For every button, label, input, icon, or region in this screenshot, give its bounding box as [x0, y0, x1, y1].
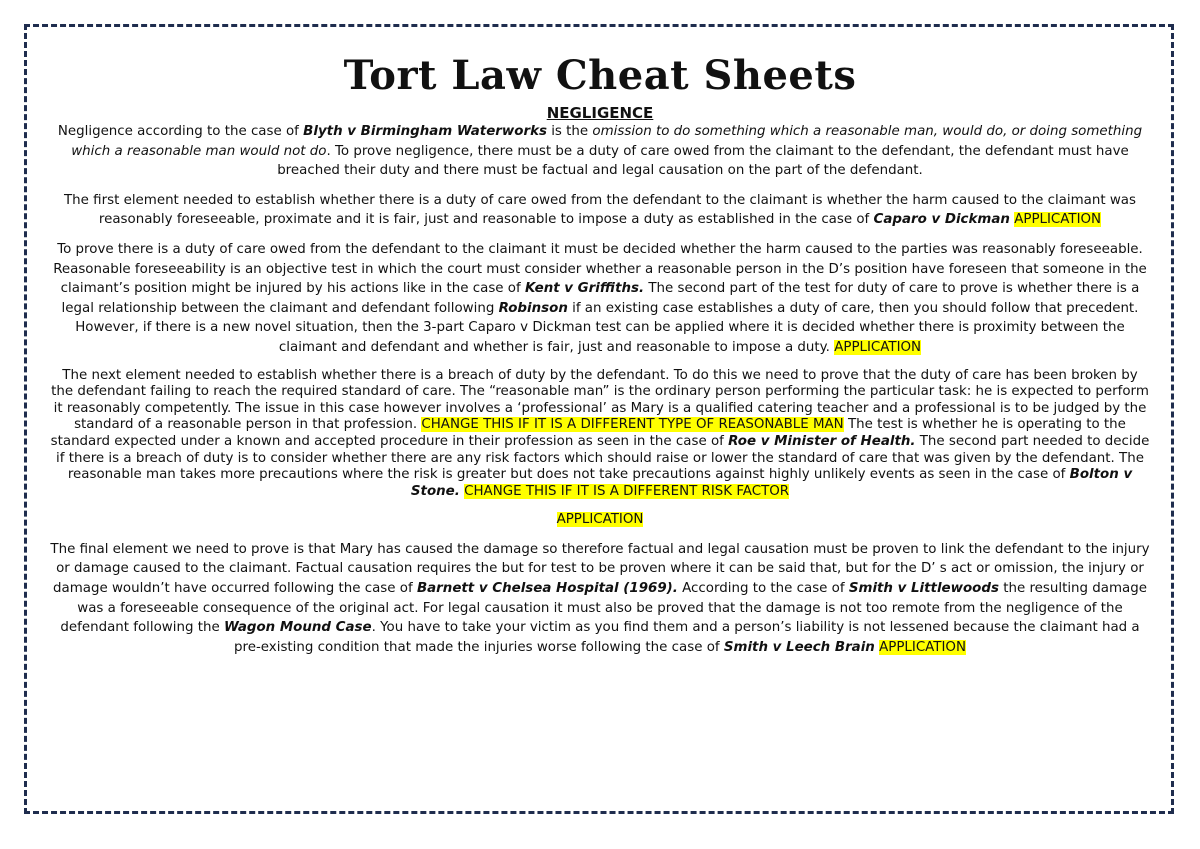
- case-bolton: Bolton v Stone.: [410, 467, 1133, 499]
- paragraph-breach: [50, 368, 1150, 501]
- highlight-application: APPLICATION: [834, 339, 922, 355]
- application-line: [50, 510, 1150, 530]
- section-heading-negligence: NEGLIGENCE: [546, 104, 654, 122]
- case-kent: Kent v Griffiths.: [524, 281, 645, 297]
- paragraph-foreseeability: [50, 240, 1150, 358]
- case-barnett: Barnett v Chelsea Hospital (1969).: [416, 581, 678, 597]
- negligence-definition: omission to do something which a reasonable man, would do, or doing something which a reasonable man would not do: [71, 124, 1143, 159]
- p4-text-2: The test is whether he is operating to the standard expected under a known and accepted procedure in their profession as seen in the case of: [50, 417, 1126, 449]
- case-smith-littlewoods: Smith v Littlewoods: [848, 581, 999, 597]
- highlight-reasonable-man: CHANGE THIS IF IT IS A DIFFERENT TYPE OF REASONABLE MAN: [421, 417, 844, 433]
- page-title: Tort Law Cheat Sheets: [343, 52, 857, 99]
- p3-text-1: To prove there is a duty of care owed from the defendant to the claimant it must be decided whether the harm caused to the parties was reasonably foreseeable. Reasonable foreseeability is an objective test in which the court must consider whether a reasonable person in the D’s position have foreseen that someone in the claimant’s position might be injured by his actions like in the case of: [53, 241, 1147, 297]
- p5-text-3: the resulting damage was a foreseeable consequence of the original act. For legal causation it must also be proved that the damage is not too remote from the negligence of the defendant following the: [60, 581, 1147, 636]
- highlight-application: APPLICATION: [1014, 212, 1102, 228]
- paragraph-definition: [50, 122, 1150, 181]
- p1-text-3: . To prove negligence, there must be a duty of care owed from the claimant to the defendant, the defendant must have breached their duty and there must be factual and legal causation on the part of the defendant.: [277, 143, 1129, 179]
- case-robinson: Robinson: [498, 300, 568, 316]
- case-wagon-mound: Wagon Mound Case: [223, 620, 372, 636]
- p5-text-1: The final element we need to prove is that Mary has caused the damage so therefore factual and legal causation must be proven to link the defendant to the injury or damage caused to the claimant. Factual causation requires the but for test to be proven where it can be said that, but for the D’ s act or omission, the injury or damage wouldn’t have occurred following the case of: [50, 541, 1150, 597]
- p3-text-2: The second part of the test for duty of care to prove is whether there is a legal relationship between the claimant and defendant following: [61, 281, 1140, 316]
- p5-text-2: According to the case of: [677, 581, 849, 597]
- case-roe: Roe v Minister of Health.: [728, 433, 916, 449]
- highlight-application: APPLICATION: [879, 639, 966, 655]
- case-blyth: Blyth v Birmingham Waterworks: [303, 124, 547, 139]
- case-caparo: Caparo v Dickman: [873, 212, 1010, 228]
- p5-text-4: . You have to take your victim as you find them and a person’s liability is not lessened because the claimant had a pre-existing condition that made the injuries worse following the case of: [234, 620, 1140, 655]
- case-smith-leech: Smith v Leech Brain: [723, 639, 875, 655]
- p1-text-2: is the: [546, 124, 593, 139]
- p3-text-3: if an existing case establishes a duty of care, then you should follow that precedent. However, if there is a new novel situation, then the 3-part Caparo v Dickman test can be applied where it is decided whether there is proximity between the claimant and defendant and whether is fair, just and reasonable to impose a duty.: [75, 300, 1139, 355]
- p4-text-1: The next element needed to establish whether there is a breach of duty by the defendant. To do this we need to prove that the duty of care has been broken by the defendant failing to reach the required standard of care. The “reasonable man” is the ordinary person performing the particular task: he is expected to perform it reasonably competently. The issue in this case however involves a ‘professional’ as Mary is a qualified catering teacher and a professional is to be judged by the standard of a reasonable person in that profession.: [51, 367, 1149, 433]
- highlight-risk-factor: CHANGE THIS IF IT IS A DIFFERENT RISK FACTOR: [464, 483, 790, 499]
- p1-text-1: Negligence according to the case of: [57, 124, 304, 139]
- cheat-sheet-content: [50, 52, 1150, 657]
- highlight-application: APPLICATION: [556, 512, 644, 528]
- paragraph-causation: [50, 540, 1150, 658]
- p4-text-3: The second part needed to decide if there is a breach of duty is to consider whether there are any risk factors which should raise or lower the standard of care that was given by the defendant. The reasonable man takes more precautions where the risk is greater but does not take precautions against highly unlikely events as seen in the case of: [56, 433, 1150, 483]
- p2-text-1: The first element needed to establish whether there is a duty of care owed from the defendant to the claimant is whether the harm caused to the claimant was reasonably foreseeable, proximate and it is fair, just and reasonable to impose a duty as established in the case of: [64, 192, 1136, 228]
- paragraph-duty-of-care: [50, 191, 1150, 230]
